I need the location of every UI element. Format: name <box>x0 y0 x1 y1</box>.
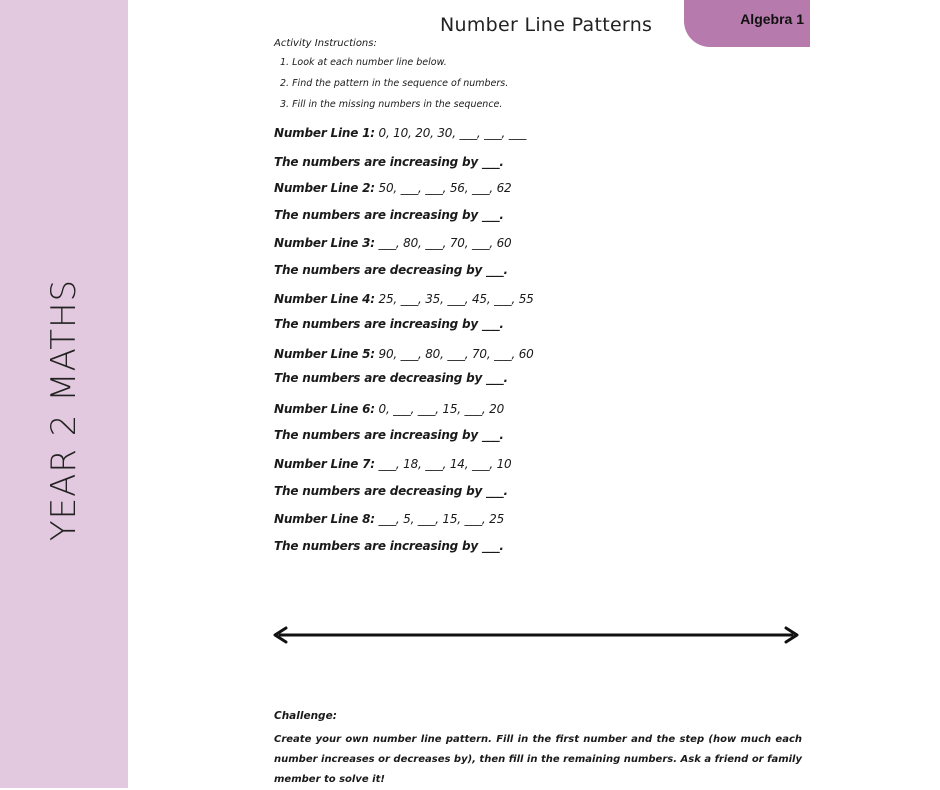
number-line-row <box>274 181 511 195</box>
number-sequence: ___, 5, ___, 15, ___, 25 <box>378 512 505 526</box>
blank-number-line <box>272 624 800 646</box>
pattern-statement: The numbers are decreasing by ___. <box>274 484 508 498</box>
worksheet-page <box>128 0 940 788</box>
instruction-step: 1. Look at each number line below. <box>280 57 447 68</box>
number-line-row <box>274 126 526 140</box>
number-sequence: 50, ___, ___, 56, ___, 62 <box>378 181 512 195</box>
number-line-label: Number Line 8: <box>274 512 375 526</box>
number-sequence: ___, 18, ___, 14, ___, 10 <box>378 457 512 471</box>
number-line-label: Number Line 1: <box>274 126 375 140</box>
year-label: YEAR 2 MATHS <box>44 278 84 542</box>
pattern-statement: The numbers are increasing by ___. <box>274 155 504 169</box>
number-line-row <box>274 347 534 361</box>
challenge-heading: Challenge: <box>274 710 337 722</box>
sidebar-band <box>0 0 128 788</box>
instruction-step: 3. Fill in the missing numbers in the sequence. <box>280 99 503 110</box>
number-line-label: Number Line 6: <box>274 402 375 416</box>
pattern-statement: The numbers are decreasing by ___. <box>274 371 508 385</box>
number-line-label: Number Line 5: <box>274 347 375 361</box>
number-sequence: 90, ___, 80, ___, 70, ___, 60 <box>378 347 534 361</box>
pattern-statement: The numbers are increasing by ___. <box>274 208 504 222</box>
number-line-label: Number Line 2: <box>274 181 375 195</box>
number-line-row <box>274 236 511 250</box>
topic-badge <box>684 0 810 47</box>
number-line-row <box>274 457 511 471</box>
number-sequence: 0, 10, 20, 30, ___, ___, ___ <box>378 126 527 140</box>
challenge-text: Create your own number line pattern. Fill in the first number and the step (how much each number increases or decreases by), then fill in the remaining numbers. Ask a friend or family member to solve it! <box>274 734 802 785</box>
worksheet-title: Number Line Patterns <box>440 14 653 36</box>
number-line-label: Number Line 3: <box>274 236 375 250</box>
number-line-row <box>274 292 534 306</box>
pattern-statement: The numbers are increasing by ___. <box>274 428 504 442</box>
number-line-label: Number Line 4: <box>274 292 375 306</box>
instruction-step: 2. Find the pattern in the sequence of numbers. <box>280 78 509 89</box>
pattern-statement: The numbers are increasing by ___. <box>274 539 504 553</box>
number-sequence: ___, 80, ___, 70, ___, 60 <box>378 236 512 250</box>
instructions-heading: Activity Instructions: <box>274 38 377 49</box>
pattern-statement: The numbers are decreasing by ___. <box>274 263 508 277</box>
topic-badge-label: Algebra 1 <box>740 11 804 27</box>
number-line-row <box>274 512 504 526</box>
number-line-label: Number Line 7: <box>274 457 375 471</box>
number-line-row <box>274 402 504 416</box>
pattern-statement: The numbers are increasing by ___. <box>274 317 504 331</box>
number-sequence: 0, ___, ___, 15, ___, 20 <box>378 402 505 416</box>
number-sequence: 25, ___, 35, ___, 45, ___, 55 <box>378 292 534 306</box>
